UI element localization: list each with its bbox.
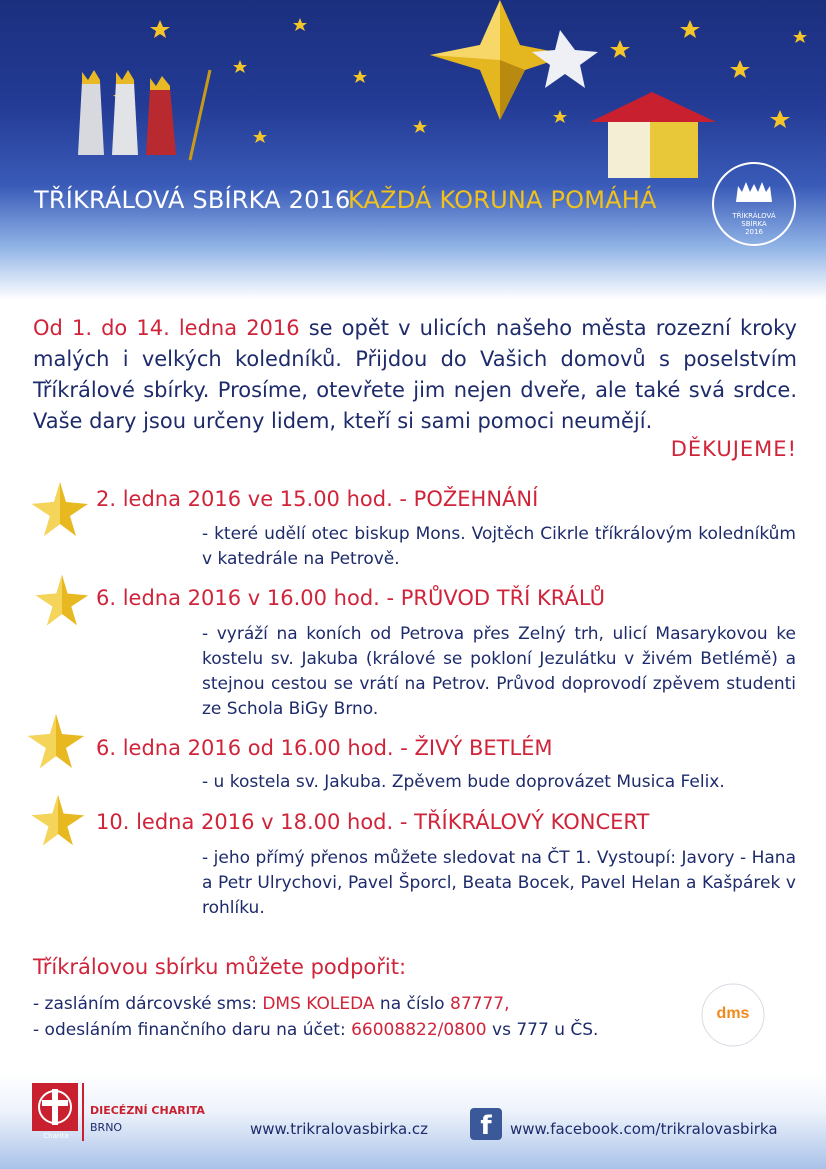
event-desc-4: - jeho přímý přenos můžete sledovat na ČT 1. Vystoupí: Javory - Hana a Petr Ulrychovi, Pavel Šporcl, Beata Bocek, Pavel Helan a Kašpárek v rohlíku. xyxy=(202,848,796,918)
logo-text-line2: SBÍRKA xyxy=(741,220,767,228)
intro-text: se opět v ulicích našeho města rozezní kroky malých i velkých koledníků. Přijdou do Vašich domovů s poselstvím Tříkrálové sbírky. Prosíme, otevřete jim nejen dveře, ale také svá srdce. Vaše dary jsou určeny lidem, kteří si sami pomoci neumějí. xyxy=(33,316,797,433)
crowns-icon xyxy=(734,178,774,204)
header-decoration xyxy=(0,0,826,300)
campaign-title: TŘÍKRÁLOVÁ SBÍRKA 2016 xyxy=(34,186,351,214)
sms-code: DMS KOLEDA xyxy=(262,994,375,1014)
event-title-2: 6. ledna 2016 v 16.00 hod. - PRŮVOD TŘÍ KRÁLŮ xyxy=(96,586,605,610)
sms-mid: na číslo xyxy=(374,994,450,1014)
gold-star-icon xyxy=(26,714,86,768)
dms-badge xyxy=(700,982,766,1048)
event-title-4: 10. ledna 2016 v 18.00 hod. - TŘÍKRÁLOVÝ KONCERT xyxy=(96,810,650,834)
event-title-1: 2. ledna 2016 ve 15.00 hod. - POŽEHNÁNÍ xyxy=(96,487,539,511)
intro-paragraph xyxy=(33,313,797,437)
event-title-3: 6. ledna 2016 od 16.00 hod. - ŽIVÝ BETLÉM xyxy=(96,736,553,760)
intro-date: Od 1. do 14. ledna 2016 xyxy=(33,316,300,340)
event-desc-3: - u kostela sv. Jakuba. Zpěvem bude doprovázet Musica Felix. xyxy=(202,772,725,792)
account-number: 66008822/0800 xyxy=(351,1020,487,1040)
charita-city: BRNO xyxy=(90,1121,123,1134)
support-sms-line xyxy=(33,994,509,1014)
logo-text-line1: TŘÍKRÁLOVÁ xyxy=(732,212,776,220)
campaign-slogan: KAŽDÁ KORUNA POMÁHÁ xyxy=(348,186,657,214)
white-star-icon xyxy=(532,30,598,88)
support-account-line xyxy=(33,1020,598,1040)
facebook-link[interactable]: www.facebook.com/trikralovasbirka xyxy=(510,1120,778,1138)
charita-logo xyxy=(32,1083,78,1131)
charita-divider xyxy=(82,1083,84,1141)
sms-number: 87777, xyxy=(450,994,510,1014)
charita-name: DIECÉZNÍ CHARITA xyxy=(90,1104,205,1117)
dms-badge-text: dms xyxy=(716,1005,750,1022)
three-kings-icon xyxy=(78,70,210,160)
gold-star-icon xyxy=(30,794,86,846)
account-prefix: - odesláním finančního daru na účet: xyxy=(33,1020,352,1040)
header-banner xyxy=(0,0,826,300)
charita-cross-icon xyxy=(32,1083,78,1131)
house-icon xyxy=(590,92,716,178)
logo-text-line3: 2016 xyxy=(745,228,763,236)
sky-stars xyxy=(113,18,807,143)
support-title: Tříkrálovou sbírku můžete podpořit: xyxy=(33,955,407,979)
campaign-logo xyxy=(712,162,796,246)
gold-star-icon xyxy=(30,482,90,536)
account-suffix: vs 777 u ČS. xyxy=(486,1020,599,1040)
thanks-text: DĚKUJEME! xyxy=(670,437,797,461)
gold-star-icon xyxy=(34,574,90,626)
sms-prefix: - zasláním dárcovské sms: xyxy=(33,994,263,1014)
facebook-icon[interactable]: f xyxy=(470,1108,502,1140)
event-desc-2: - vyráží na koních od Petrova přes Zelný trh, ulicí Masarykovou ke kostelu sv. Jakuba (králové se pokloní Jezulátku v živém Betlémě) a stejnou cestou se vrátí na Petrov. Průvod doprovodí zpěvem studenti ze Schola BiGy Brno. xyxy=(202,624,796,719)
event-desc-1: - které udělí otec biskup Mons. Vojtěch Cikrle tříkrálovým koledníkům v katedrále na Petrově. xyxy=(202,524,796,569)
charita-subtitle: Charita xyxy=(43,1132,69,1140)
website-link[interactable]: www.trikralovasbirka.cz xyxy=(250,1120,429,1138)
